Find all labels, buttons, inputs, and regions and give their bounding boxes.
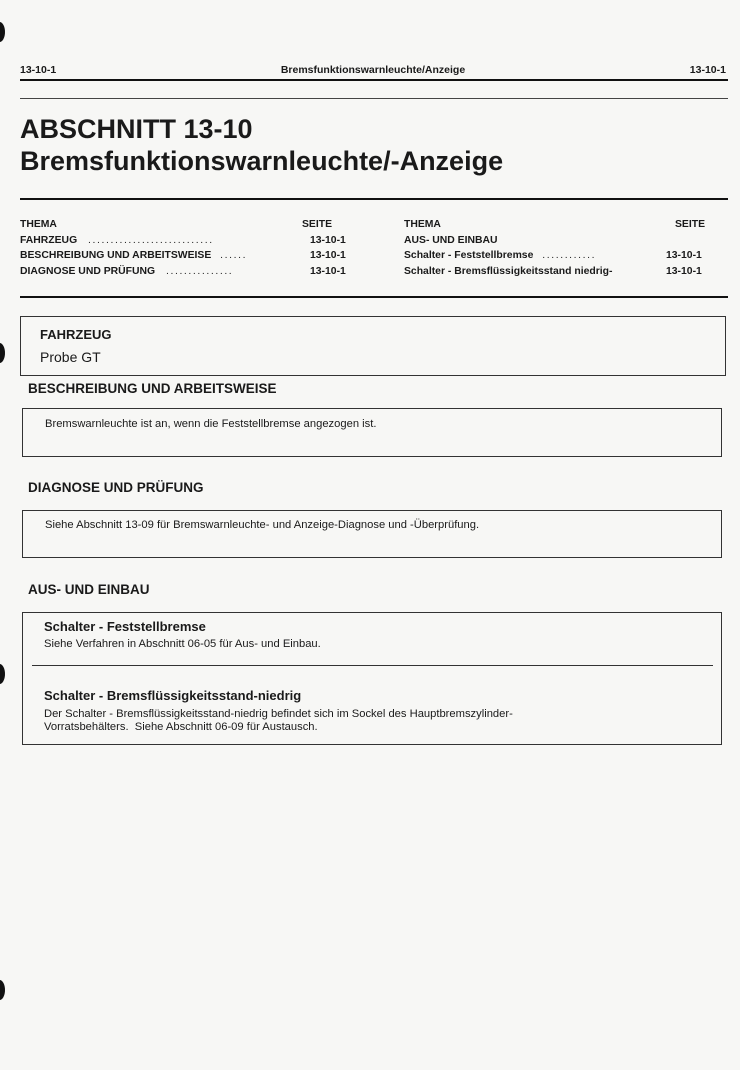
title-rule: [20, 198, 728, 200]
toc-row: DIAGNOSE UND PRÜFUNG ............... 13-10-1: [20, 265, 346, 277]
toc-row: Schalter - Bremsflüssigkeitsstand niedrig- 13-10-1: [404, 265, 702, 277]
punch-hole-middle: [0, 664, 5, 684]
toc-row: Schalter - Feststellbremse ............ 13-10-1: [404, 250, 702, 261]
description-heading: BESCHREIBUNG UND ARBEITSWEISE: [28, 381, 277, 396]
toc-left-heading-topic: THEMA: [20, 219, 57, 230]
toc-group: AUS- UND EINBAU: [404, 234, 498, 246]
removal-heading: AUS- UND EINBAU: [28, 582, 150, 597]
vehicle-box: [20, 316, 726, 376]
toc-left: [20, 217, 350, 279]
section-number: ABSCHNITT 13-10: [20, 114, 253, 144]
removal-box: [22, 612, 722, 745]
diagnosis-box: [22, 510, 722, 558]
toc-right-heading-topic: THEMA: [404, 219, 441, 230]
header-title: Bremsfunktionswarnleuchte/Anzeige: [280, 64, 466, 76]
item-text-fluid-level-switch-1: Der Schalter - Bremsflüssigkeitsstand-niedrig befindet sich im Sockel des Hauptbremszylinder-: [44, 708, 513, 720]
punch-hole-upper: [0, 343, 5, 363]
description-text: Bremswarnleuchte ist an, wenn die Feststellbremse angezogen ist.: [45, 418, 377, 430]
toc-row: FAHRZEUG ............................ 13-10-1: [20, 234, 346, 246]
diagnosis-text: Siehe Abschnitt 13-09 für Bremswarnleuchte- und Anzeige-Diagnose und -Überprüfung.: [45, 519, 480, 531]
item-divider: [32, 665, 713, 666]
header-rule-thin: [20, 98, 728, 99]
toc-right: [404, 217, 714, 279]
toc-rule: [20, 296, 728, 298]
toc-right-heading-page: SEITE: [675, 219, 706, 230]
vehicle-model: Probe GT: [40, 349, 101, 365]
item-text-parking-brake-switch: Siehe Verfahren in Abschnitt 06-05 für Aus- und Einbau.: [44, 638, 321, 650]
section-title: Bremsfunktionswarnleuchte/-Anzeige: [20, 146, 504, 176]
toc-left-heading-page: SEITE: [302, 219, 333, 230]
toc-row: BESCHREIBUNG UND ARBEITSWEISE ...... 13-10-1: [20, 250, 346, 261]
header-page-left: 13-10-1: [20, 64, 57, 76]
vehicle-heading: FAHRZEUG: [40, 327, 112, 342]
item-text-fluid-level-switch-2: Vorratsbehälters. Siehe Abschnitt 06-09 für Austausch.: [44, 721, 318, 733]
punch-hole-bottom: [0, 980, 5, 1000]
diagnosis-heading: DIAGNOSE UND PRÜFUNG: [28, 480, 204, 495]
description-box: [22, 408, 722, 457]
item-title-fluid-level-switch: Schalter - Bremsflüssigkeitsstand-niedrig: [44, 688, 302, 703]
punch-hole-top: [0, 22, 5, 42]
header-page-right: 13-10-1: [689, 64, 726, 76]
item-title-parking-brake-switch: Schalter - Feststellbremse: [44, 619, 206, 634]
header-rule: [20, 79, 728, 81]
